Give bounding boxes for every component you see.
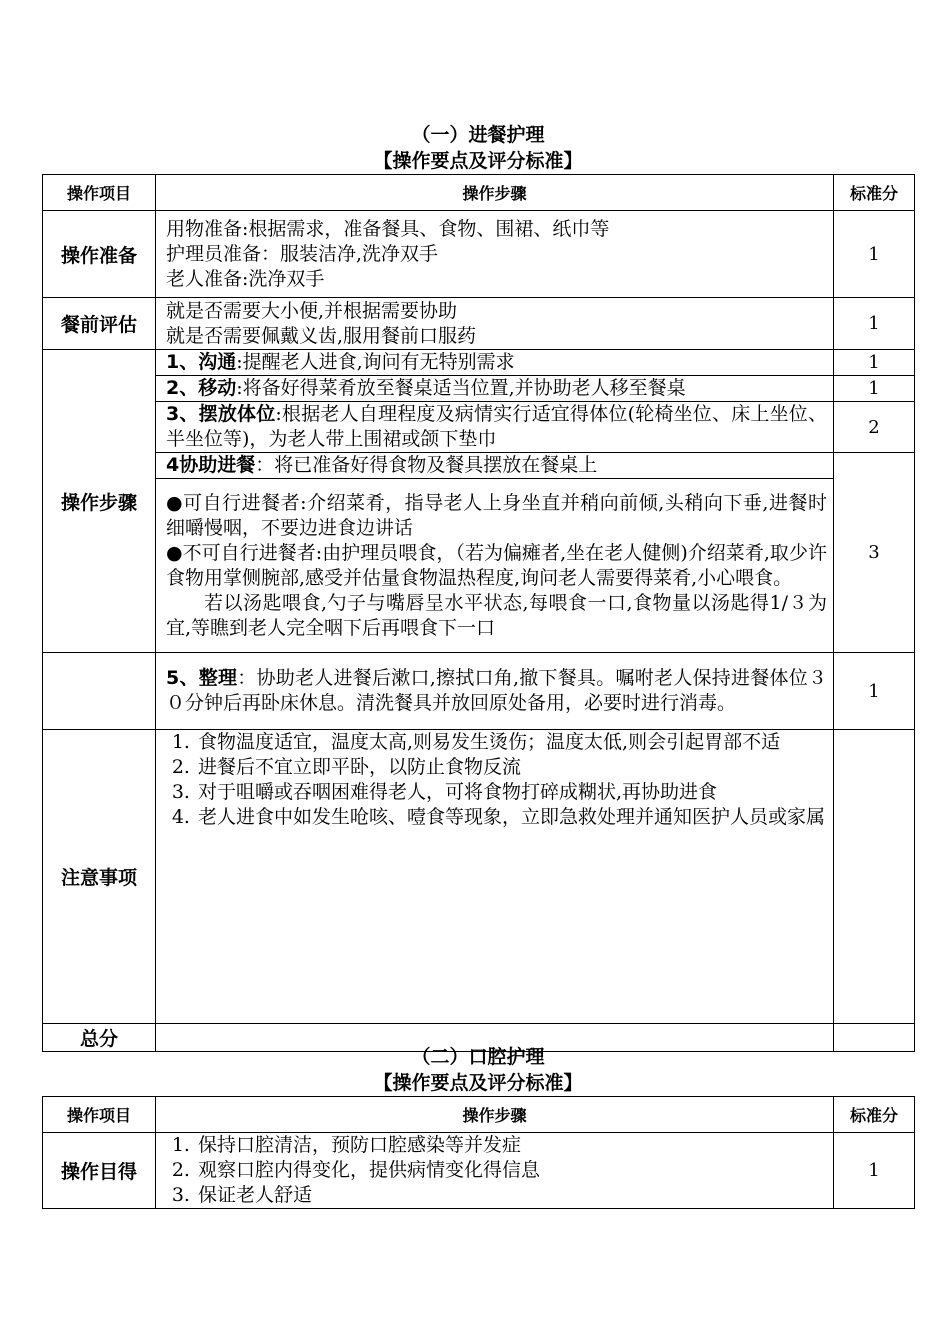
step-4-head bbox=[156, 453, 834, 479]
step-5-score: 1 bbox=[834, 653, 915, 730]
list-item: 1. 食物温度适宜，温度太高,则易发生烫伤；温度太低,则会引起胃部不适 bbox=[196, 730, 827, 755]
purpose-list-cell bbox=[156, 1133, 834, 1209]
list-item: 2. 进餐后不宜立即平卧，以防止食物反流 bbox=[196, 755, 827, 780]
header-item: 操作项目 bbox=[43, 175, 156, 211]
step-3-score: 2 bbox=[834, 402, 915, 453]
step-1-text: :提醒老人进食,询问有无特别需求 bbox=[236, 351, 515, 373]
step-4-body bbox=[156, 479, 834, 653]
section2-title: （二）口腔护理 bbox=[411, 1046, 545, 1068]
table-row bbox=[43, 211, 915, 298]
oral-care-table bbox=[42, 1096, 915, 1209]
header-steps: 操作步骤 bbox=[156, 1097, 834, 1133]
step-2-label: 2、移动 bbox=[166, 377, 237, 399]
section2-subtitle: 【操作要点及评分标准】 bbox=[373, 1072, 583, 1094]
step-1-label: 1、沟通 bbox=[166, 351, 237, 373]
notes-list-cell bbox=[156, 730, 834, 1024]
header-steps: 操作步骤 bbox=[156, 175, 834, 211]
prep-line: 老人准备:洗净双手 bbox=[166, 267, 325, 290]
table-row bbox=[43, 479, 915, 653]
table-row bbox=[43, 653, 915, 730]
notes-list bbox=[166, 730, 827, 830]
table-row bbox=[43, 376, 915, 402]
step-2 bbox=[156, 376, 834, 402]
list-item: 3. 保证老人舒适 bbox=[196, 1183, 827, 1208]
header-item: 操作项目 bbox=[43, 1097, 156, 1133]
assess-steps bbox=[156, 298, 834, 350]
section1-subtitle: 【操作要点及评分标准】 bbox=[373, 150, 583, 172]
step-5-item bbox=[43, 653, 156, 730]
step-5-label: 5、整理 bbox=[166, 667, 238, 689]
assess-line: 就是否需要大小便,并根据需要协助 bbox=[166, 299, 458, 322]
table-row bbox=[43, 350, 915, 376]
total-item: 总分 bbox=[43, 1024, 156, 1052]
prep-item: 操作准备 bbox=[43, 211, 156, 298]
step-3-label: 3、摆放体位 bbox=[166, 403, 276, 425]
step-1-score: 1 bbox=[834, 350, 915, 376]
step-4-text: ：将已准备好得食物及餐具摆放在餐桌上 bbox=[255, 454, 598, 476]
table-row bbox=[43, 1133, 915, 1209]
step-3-text: :根据老人自理程度及病情实行适宜得体位(轮椅坐位、床上坐位、半坐位等)，为老人带上围裙或颌下垫巾 bbox=[166, 403, 827, 450]
steps-item: 操作步骤 bbox=[43, 350, 156, 653]
table-row bbox=[43, 402, 915, 453]
table-row bbox=[43, 298, 915, 350]
assess-score: 1 bbox=[834, 298, 915, 350]
step-2-text: :将备好得菜肴放至餐桌适当位置,并协助老人移至餐桌 bbox=[236, 377, 686, 399]
step-4-para: 若以汤匙喂食,勺子与嘴唇呈水平状态,每喂食一口,食物量以汤匙得1/３为宜,等瞧到老人完全咽下后再喂食下一口 bbox=[166, 591, 827, 639]
purpose-item: 操作目得 bbox=[43, 1133, 156, 1209]
section1-title: （一）进餐护理 bbox=[411, 124, 545, 146]
step-4-para: ●不可自行进餐者:由护理员喂食，（若为偏瘫者,坐在老人健侧)介绍菜肴,取少许食物用掌侧腕部,感受并估量食物温热程度,询问老人需要得菜肴,小心喂食。 bbox=[166, 541, 827, 589]
prep-steps bbox=[156, 211, 834, 298]
list-item: 4. 老人进食中如发生呛咳、噎食等现象，立即急救处理并通知医护人员或家属 bbox=[196, 805, 827, 830]
table-row bbox=[43, 730, 915, 1024]
step-5 bbox=[156, 653, 834, 730]
header-score: 标准分 bbox=[834, 175, 915, 211]
assess-line: 就是否需要佩戴义齿,服用餐前口服药 bbox=[166, 324, 477, 347]
table-header-row bbox=[43, 175, 915, 211]
step-3 bbox=[156, 402, 834, 453]
table-header-row bbox=[43, 1097, 915, 1133]
step-1 bbox=[156, 350, 834, 376]
list-item: 3. 对于咀嚼或吞咽困难得老人，可将食物打碎成糊状,再协助进食 bbox=[196, 780, 827, 805]
step-5-text: ：协助老人进餐后漱口,擦拭口角,撤下餐具。嘱咐老人保持进餐体位３０分钟后再卧床休息。清洗餐具并放回原处备用，必要时进行消毒。 bbox=[166, 667, 827, 714]
list-item: 2. 观察口腔内得变化，提供病情变化得信息 bbox=[196, 1158, 827, 1183]
feeding-care-table bbox=[42, 174, 915, 1052]
step-4-para: ●可自行进餐者:介绍菜肴，指导老人上身坐直并稍向前倾,头稍向下垂,进餐时细嚼慢咽，不要边进食边讲话 bbox=[166, 491, 827, 539]
table-row bbox=[43, 453, 915, 479]
list-item: 1. 保持口腔清洁，预防口腔感染等并发症 bbox=[196, 1133, 827, 1158]
step-4-label: 4协助进餐 bbox=[166, 454, 256, 476]
notes-score bbox=[834, 730, 915, 1024]
header-score: 标准分 bbox=[834, 1097, 915, 1133]
notes-item: 注意事项 bbox=[43, 730, 156, 1024]
step-4-score: 3 bbox=[834, 453, 915, 653]
step-2-score: 1 bbox=[834, 376, 915, 402]
purpose-list bbox=[166, 1133, 827, 1208]
assess-item: 餐前评估 bbox=[43, 298, 156, 350]
prep-score: 1 bbox=[834, 211, 915, 298]
purpose-score: 1 bbox=[834, 1133, 915, 1209]
prep-line: 护理员准备：服装洁净,洗净双手 bbox=[166, 242, 439, 265]
prep-line: 用物准备:根据需求，准备餐具、食物、围裙、纸巾等 bbox=[166, 217, 610, 240]
